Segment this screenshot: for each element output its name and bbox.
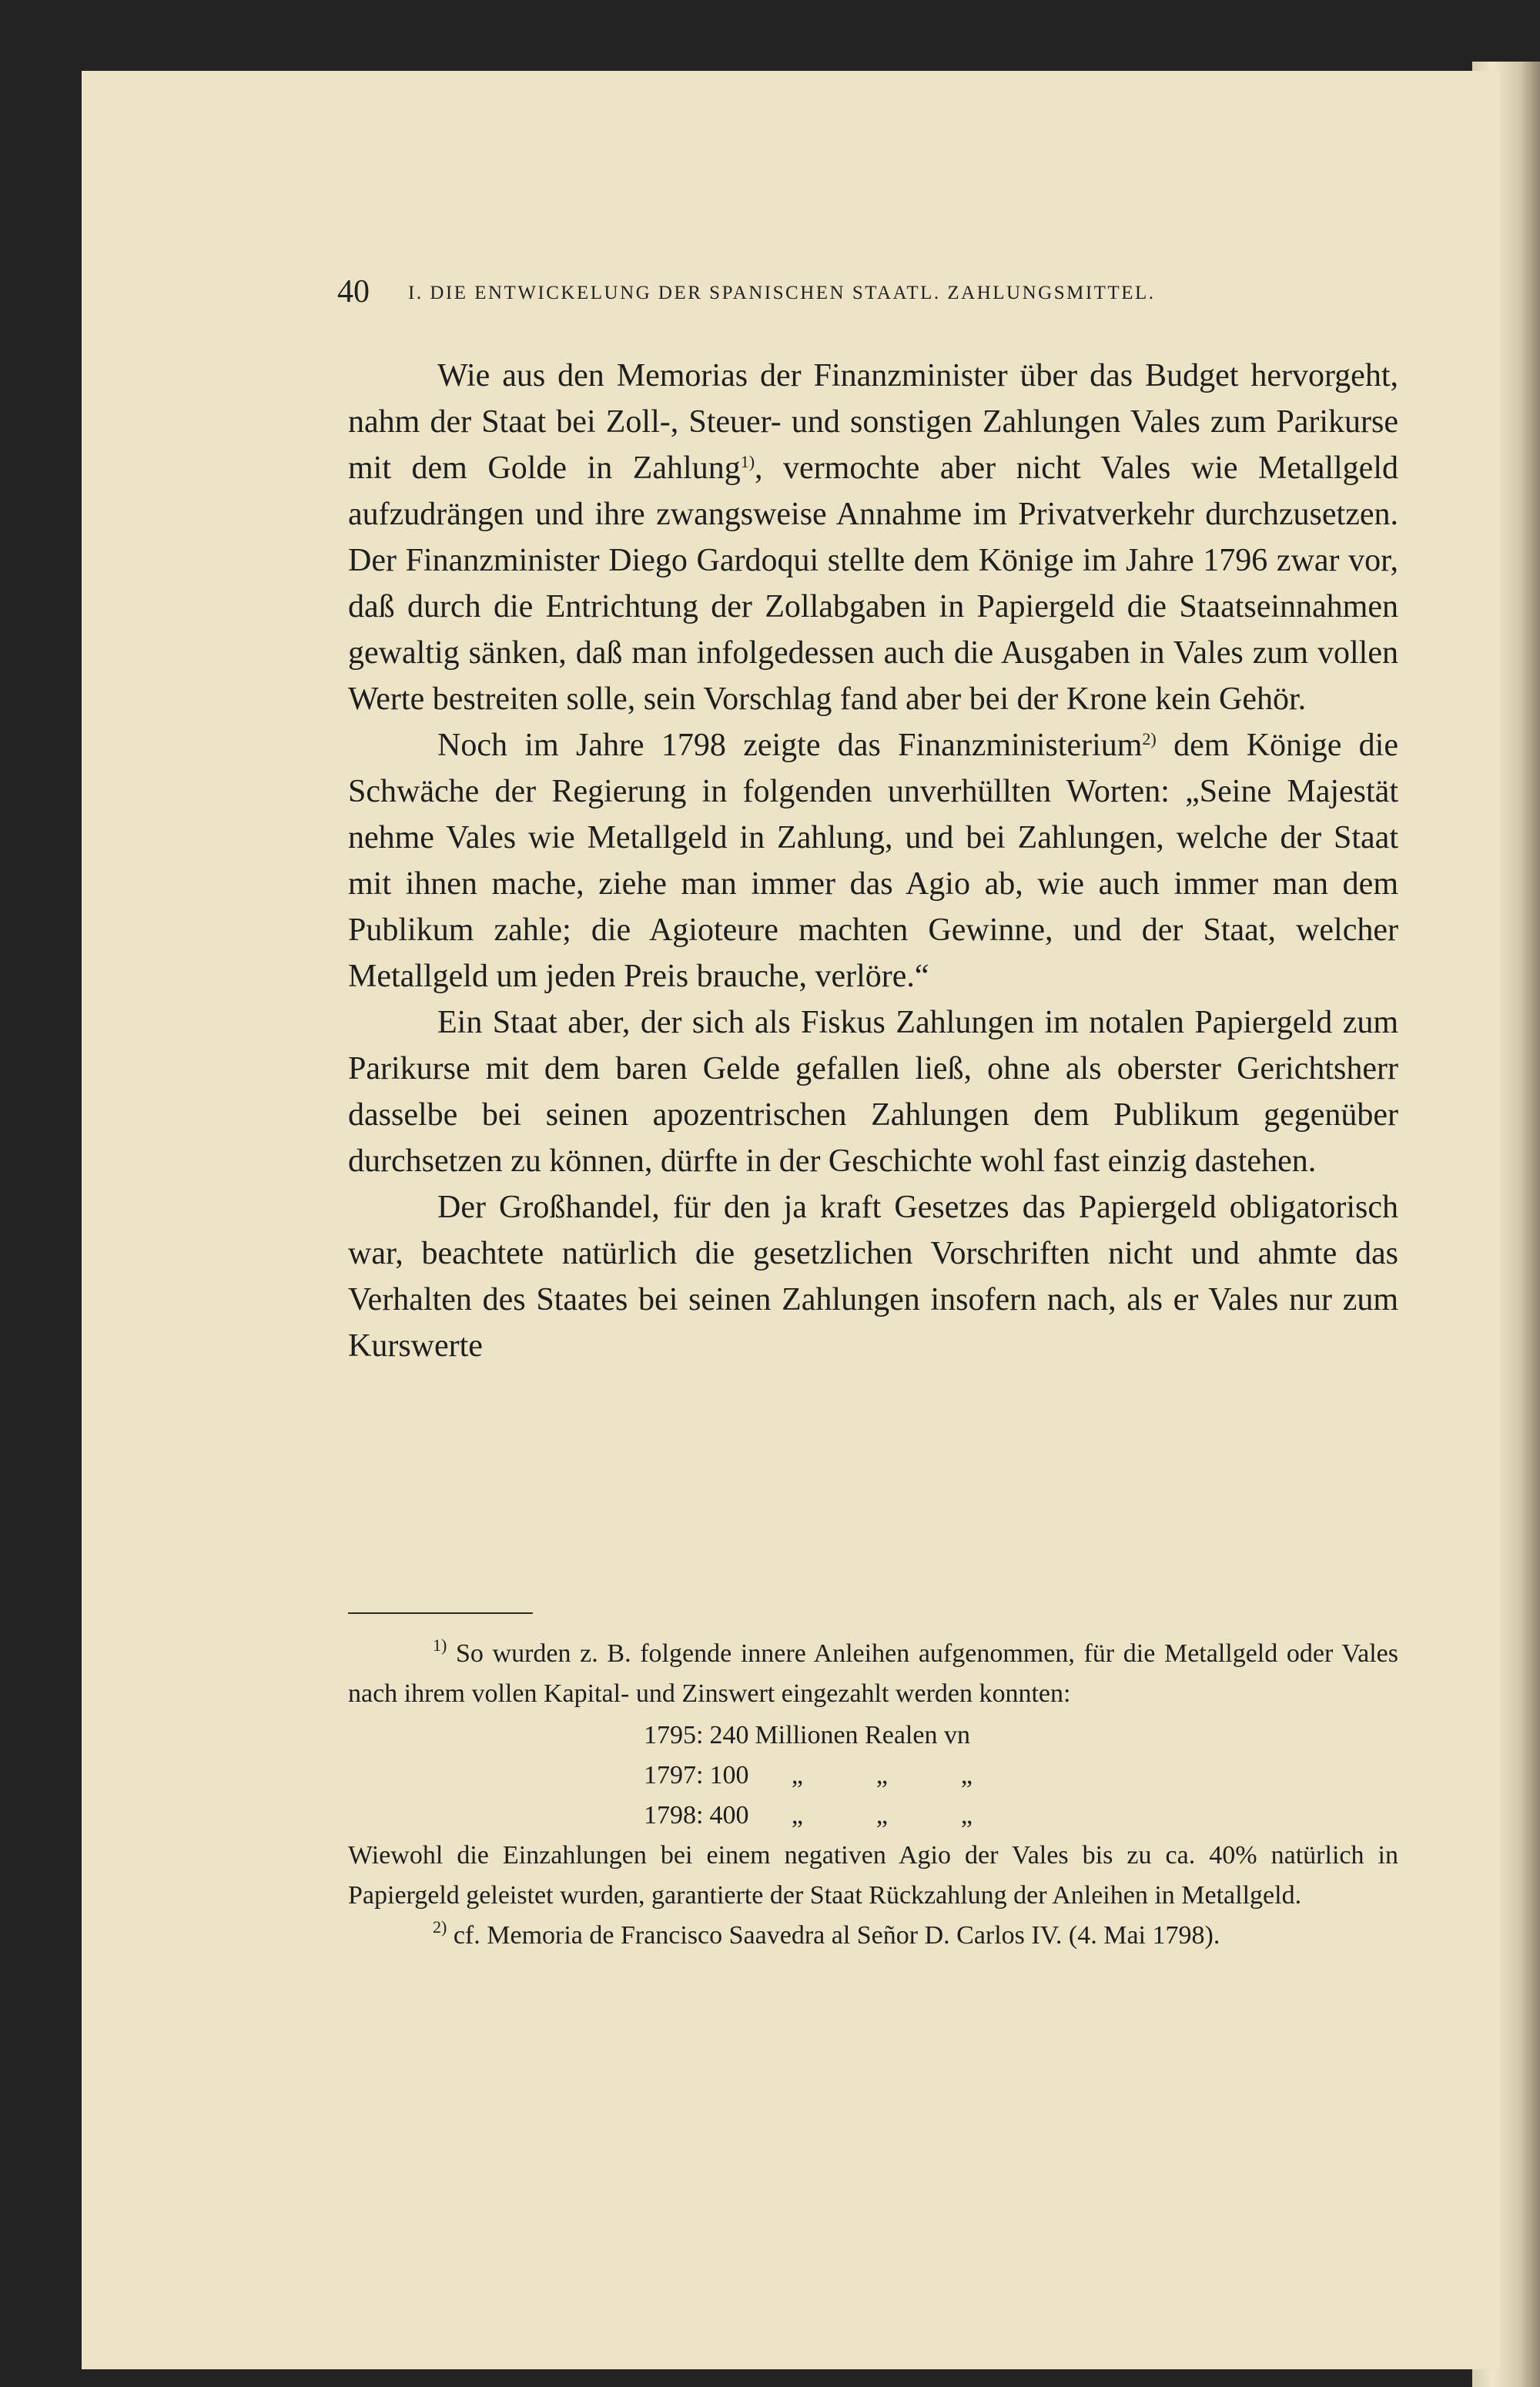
body-text xyxy=(348,353,1398,1369)
loan-unit-ditto xyxy=(755,1796,1015,1836)
loan-amount: 100 xyxy=(709,1761,749,1789)
footnote-divider xyxy=(348,1612,533,1614)
loan-row xyxy=(644,1716,1015,1756)
footnote-1 xyxy=(348,1634,1398,1714)
loan-unit: Millionen Realen vn xyxy=(755,1721,970,1749)
loan-row xyxy=(644,1796,1015,1836)
loan-amount: 400 xyxy=(709,1801,749,1830)
footnote-ref-1: 1) xyxy=(740,452,755,471)
paragraph-text: , vermochte aber nicht Vales wie Metallgeld aufzudrängen und ihre zwangsweise Annahme im Privatverkehr durchzusetzen. Der Finanzminister Diego Gardoqui stellte dem Könige im Jahre 1796 zwar vor, daß durch die Entrichtung der Zollabgaben in Papiergeld die Staatseinnahmen gewaltig sänken, daß man infolgedessen auch die Ausgaben in Vales zum vollen Werte bestreiten solle, sein Vorschlag fand aber bei der Krone kein Gehör. xyxy=(348,450,1398,717)
page-header xyxy=(337,273,1400,327)
footnote-marker: 2) xyxy=(433,1917,447,1937)
ditto-mark: „ xyxy=(960,1761,973,1789)
paragraph-1 xyxy=(348,353,1398,722)
footnote-1-continuation: Wiewohl die Einzahlungen bei einem negativen Agio der Vales bis zu ca. 40% natürlich in Papiergeld geleistet wurden, garantierte der Staat Rückzahlung der Anleihen in Metallgeld. xyxy=(348,1841,1398,1910)
footnote-text: cf. Memoria de Francisco Saavedra al Señor D. Carlos IV. (4. Mai 1798). xyxy=(453,1921,1220,1950)
paragraph-text: Wie aus den Memorias der Finanzminister über das Budget hervorgeht, nahm der Staat bei Zoll-, Steuer- und sonstigen Zahlungen Vales zum Parikurse mit dem Golde in Zahlung xyxy=(348,358,1398,486)
loan-row xyxy=(644,1756,1015,1796)
ditto-mark: „ xyxy=(791,1761,803,1789)
paragraph-3 xyxy=(348,999,1398,1184)
loan-amount: 240 xyxy=(709,1721,749,1749)
paragraph-2 xyxy=(348,722,1398,999)
paragraph-4 xyxy=(348,1184,1398,1369)
loan-table xyxy=(644,1716,1015,1836)
ditto-mark: „ xyxy=(875,1761,888,1789)
ditto-mark: „ xyxy=(791,1801,803,1830)
footnote-ref-2: 2) xyxy=(1142,729,1157,748)
footnote-marker: 1) xyxy=(433,1635,447,1655)
loan-unit-ditto xyxy=(755,1756,1015,1796)
footnotes xyxy=(348,1634,1398,1956)
paragraph-text: Der Großhandel, für den ja kraft Gesetzes das Papiergeld obligatorisch war, beachtete natürlich die gesetzlichen Vorschriften nicht und ahmte das Verhalten des Staates bei seinen Zahlungen insofern nach, als er Vales nur zum Kurswerte xyxy=(348,1190,1398,1364)
loan-year: 1795: xyxy=(644,1721,704,1749)
loan-year: 1797: xyxy=(644,1761,704,1789)
ditto-mark: „ xyxy=(960,1801,973,1830)
loan-year: 1798: xyxy=(644,1801,704,1830)
paragraph-text: Noch im Jahre 1798 zeigte das Finanzministerium xyxy=(437,728,1143,763)
paragraph-text: dem Könige die Schwäche der Regierung in folgenden unverhüllten Worten: „Seine Majestät nehme Vales wie Metallgeld in Zahlung, und bei Zahlungen, welche der Staat mit ihnen mache, ziehe man immer das Agio ab, wie auch immer man dem Publikum zahle; die Agioteure machten Gewinne, und der Staat, welcher Metallgeld um jeden Preis brauche, verlöre.“ xyxy=(348,728,1398,994)
page-number: 40 xyxy=(337,274,370,310)
paragraph-text: Ein Staat aber, der sich als Fiskus Zahlungen im notalen Papiergeld zum Parikurse mit dem baren Gelde gefallen ließ, ohne als oberster Gerichtsherr dasselbe bei seinen apozentrischen Zahlungen dem Publikum gegenüber durchsetzen zu können, dürfte in der Geschichte wohl fast einzig dastehen. xyxy=(348,1005,1398,1179)
footnote-text: So wurden z. B. folgende innere Anleihen aufgenommen, für die Metallgeld oder Vales nach ihrem vollen Kapital- und Zinswert eingezahlt werden konnten: xyxy=(348,1639,1398,1708)
ditto-mark: „ xyxy=(875,1801,888,1830)
running-head: I. DIE ENTWICKELUNG DER SPANISCHEN STAATL. ZAHLUNGSMITTEL. xyxy=(408,283,1156,303)
footnote-2 xyxy=(348,1916,1398,1956)
